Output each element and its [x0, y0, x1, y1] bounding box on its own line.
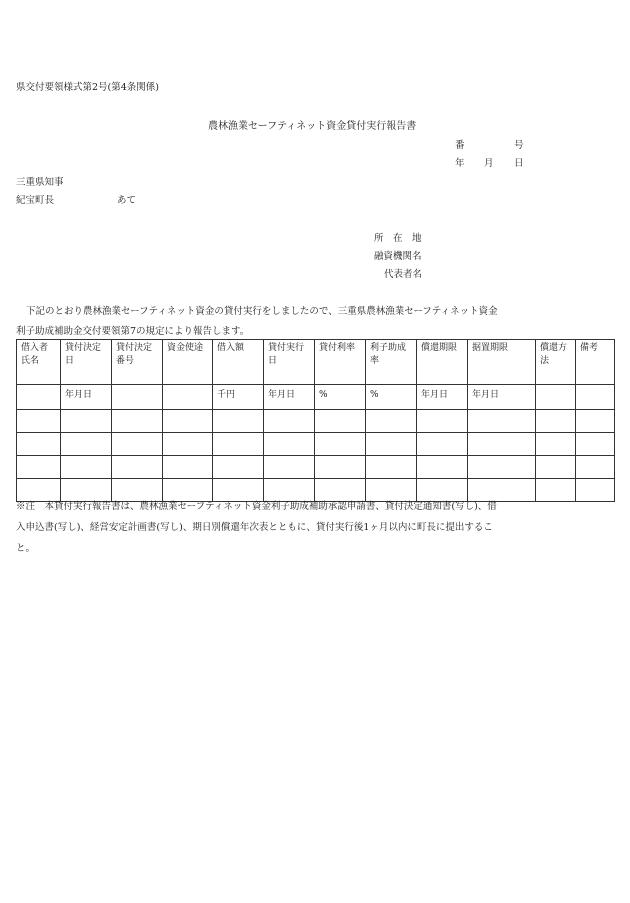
table-unit-row: [17, 385, 615, 410]
sender-representative-label: 代表者名: [384, 269, 423, 280]
header-cell: 借入額: [213, 340, 264, 385]
note-line-3: と。: [16, 543, 36, 554]
date-year-label: 年: [455, 158, 465, 169]
header-cell: 借入者氏名: [17, 340, 61, 385]
header-cell: 貸付利率: [315, 340, 366, 385]
unit-cell: [163, 385, 213, 410]
header-cell: 貸付決定番号: [112, 340, 163, 385]
unit-cell: 年月日: [61, 385, 112, 410]
header-cell: 据置期限: [468, 340, 536, 385]
addressee-suffix: あて: [117, 195, 137, 206]
document-title: 農林漁業セーフティネット資金貸付実行報告書: [208, 121, 417, 132]
number-suffix: 号: [514, 140, 524, 151]
table-row: [17, 433, 615, 456]
table-row: [17, 410, 615, 433]
header-cell: 償還期限: [417, 340, 468, 385]
unit-cell: %: [315, 385, 366, 410]
unit-cell: 年月日: [468, 385, 536, 410]
addressee-mayor: 紀宝町長: [16, 195, 55, 206]
unit-cell: 年月日: [264, 385, 315, 410]
table-row: [17, 456, 615, 479]
unit-cell: [112, 385, 163, 410]
unit-cell: 年月日: [417, 385, 468, 410]
loan-report-table: [16, 339, 615, 502]
header-cell: 資金使途: [163, 340, 213, 385]
note-line-1: ※注 本貸付実行報告書は、農林漁業セーフティネット資金利子助成補助承認申請書、貸付決定通知書(写し)、借: [16, 501, 497, 512]
header-cell: 貸付決定日: [61, 340, 112, 385]
sender-institution-label: 融資機関名: [374, 251, 422, 262]
note-line-2: 入申込書(写し)、経営安定計画書(写し)、期日別償還年次表とともに、貸付実行後1ヶ月以内に町長に提出するこ: [16, 522, 493, 533]
form-label: 県交付要領様式第2号(第4条関係): [16, 82, 160, 93]
unit-cell: [576, 385, 615, 410]
unit-cell: [536, 385, 576, 410]
header-cell: 償還方法: [536, 340, 576, 385]
intro-line-1: 下記のとおり農林漁業セーフティネット資金の貸付実行をしましたので、三重県農林漁業セーフティネット資金: [26, 306, 498, 317]
intro-paragraph: [16, 302, 616, 342]
header-cell: 備考: [576, 340, 615, 385]
header-cell: 利子助成率: [366, 340, 417, 385]
footnote: [16, 496, 616, 559]
sender-address-label: 所 在 地: [374, 233, 422, 244]
intro-line-2: 利子助成補助金交付要領第7の規定により報告します。: [16, 326, 250, 337]
unit-cell: %: [366, 385, 417, 410]
header-cell: 貸付実行日: [264, 340, 315, 385]
unit-cell: 千円: [213, 385, 264, 410]
unit-cell: [17, 385, 61, 410]
date-month-label: 月: [484, 158, 494, 169]
table-header-row: [17, 340, 615, 385]
date-day-label: 日: [514, 158, 524, 169]
number-label: 番: [455, 140, 465, 151]
addressee-governor: 三重県知事: [16, 177, 64, 188]
